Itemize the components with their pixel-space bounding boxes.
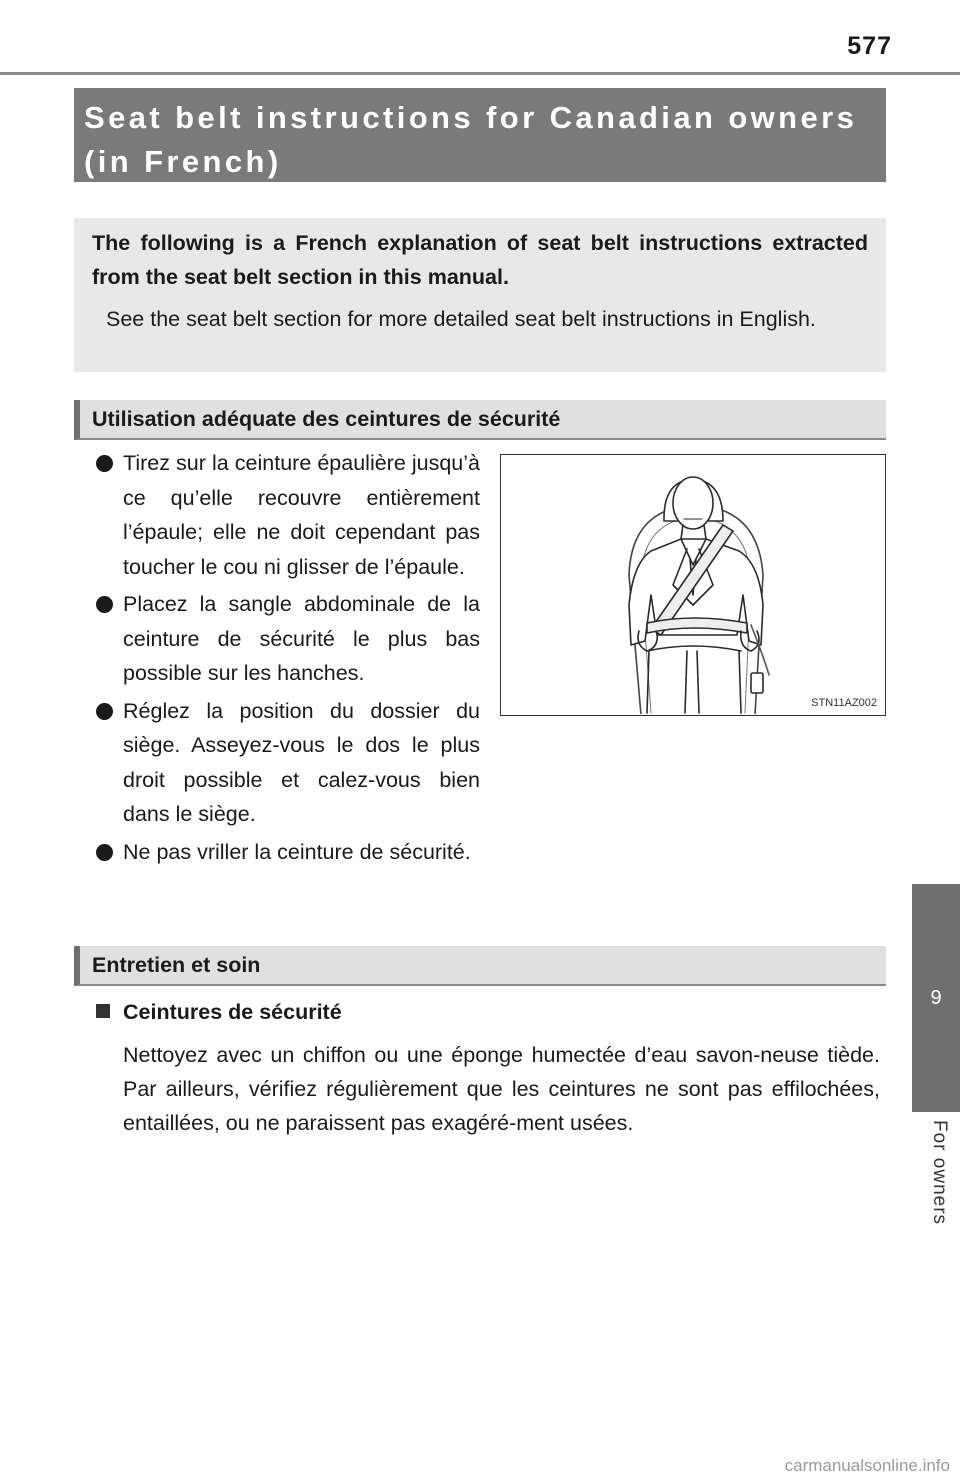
bullet-text: Placez la sangle abdominale de la ceinture de sécurité le plus bas possible sur les hanches. [123, 592, 480, 685]
care-body-text: Nettoyez avec un chiffon ou une éponge humectée d’eau savon-neuse tiède. Par ailleurs, vérifiez régulièrement que les ceintures ne sont pas effilochées, entaillées, ou ne paraissent pas exagéré-ment usées. [123, 1043, 880, 1135]
chapter-label: For owners [929, 1120, 950, 1226]
page-title-line2: (in French) [84, 144, 282, 179]
header-rule [0, 72, 960, 75]
subheading-text: Ceintures de sécurité [123, 1000, 342, 1024]
intro-lead: The following is a French explanation of seat belt instructions extracted from the seat belt section in this manual. [92, 231, 868, 289]
bullet-dot-icon [96, 596, 113, 613]
page-number: 577 [847, 32, 892, 60]
intro-sub: See the seat belt section for more detailed seat belt instructions in English. [106, 307, 816, 331]
bullet-text: Tirez sur la ceinture épaulière jusqu’à ce qu’elle recouvre entièrement l’épaule; elle ne doit cependant pas toucher le cou ni glisser de l’épaule. [123, 451, 480, 579]
watermark: carmanualsonline.info [784, 1456, 950, 1475]
bullet-dot-icon [96, 703, 113, 720]
section-header-care: Entretien et soin [74, 946, 886, 986]
bullet-text: Réglez la position du dossier du siège. Asseyez-vous le dos le plus droit possible et calez-vous bien dans le siège. [123, 698, 480, 826]
seated-person-seatbelt-illustration [501, 455, 884, 714]
chapter-tab[interactable] [912, 884, 960, 1112]
bullet-dot-icon [96, 455, 113, 472]
seatbelt-figure [500, 454, 886, 716]
intro-box [74, 218, 886, 372]
square-icon [96, 1004, 110, 1018]
subheading-seatbelts [96, 996, 342, 1028]
chapter-number: 9 [930, 986, 942, 1009]
list-item [96, 446, 480, 584]
usage-bullet-list [96, 446, 480, 872]
section-header-usage: Utilisation adéquate des ceintures de sécurité [74, 400, 886, 440]
figure-code: STN11AZ002 [811, 697, 877, 709]
bullet-dot-icon [96, 844, 113, 861]
list-item [96, 587, 480, 691]
page-title [74, 88, 886, 182]
page-title-line1: Seat belt instructions for Canadian owners [84, 100, 858, 135]
list-item [96, 835, 480, 870]
list-item [96, 694, 480, 832]
bullet-text: Ne pas vriller la ceinture de sécurité. [123, 839, 471, 864]
